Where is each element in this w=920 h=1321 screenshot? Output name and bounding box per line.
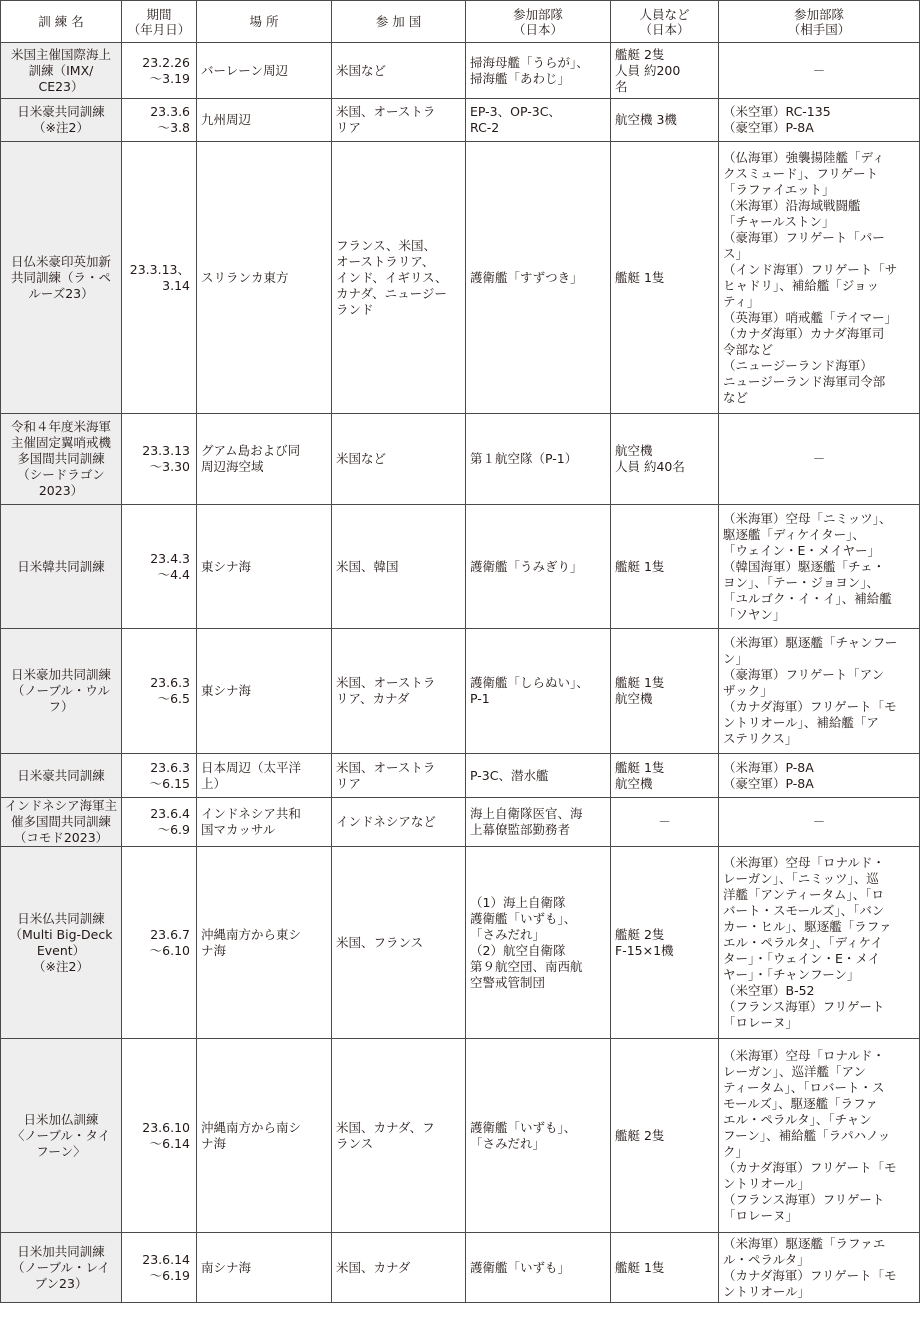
- header-japan-personnel: 人員など （日本）: [611, 1, 719, 43]
- countries-cell: 米国、韓国: [332, 505, 466, 629]
- period-cell: 23.6.7 ～6.10: [122, 847, 197, 1039]
- table-row: [1, 847, 920, 1039]
- partner-units-cell: （米海軍）駆逐艦「チャンフー ン」 （豪海軍）フリゲート「アン ザック」 （カナダ海軍）フリゲート「モ ントリオール」、補給艦「ア ステリクス」: [719, 629, 920, 754]
- countries-cell: 米国、オーストラ リア: [332, 99, 466, 142]
- table-row: [1, 43, 920, 99]
- japan-units-cell: 護衛艦「いずも」、 「さみだれ」: [466, 1039, 611, 1233]
- partner-units-cell: －: [719, 43, 920, 99]
- location-cell: スリランカ東方: [197, 142, 332, 414]
- countries-cell: 米国、オーストラ リア: [332, 754, 466, 798]
- exercise-name-cell: 日米豪共同訓練: [1, 754, 122, 798]
- period-cell: 23.6.10 ～6.14: [122, 1039, 197, 1233]
- exercise-name-cell: インドネシア海軍主 催多国間共同訓練 （コモド2023）: [1, 798, 122, 847]
- exercise-name-cell: 日米加仏訓練 〈ノーブル・タイ フーン〉: [1, 1039, 122, 1233]
- japan-personnel-cell: 艦艇 2隻 F-15×1機: [611, 847, 719, 1039]
- japan-personnel-cell: 航空機 3機: [611, 99, 719, 142]
- period-cell: 23.6.3 ～6.15: [122, 754, 197, 798]
- period-cell: 23.6.4 ～6.9: [122, 798, 197, 847]
- location-cell: 南シナ海: [197, 1233, 332, 1303]
- countries-cell: 米国など: [332, 43, 466, 99]
- header-row: [1, 1, 920, 43]
- table-row: [1, 629, 920, 754]
- japan-personnel-cell: 艦艇 2隻 人員 約200 名: [611, 43, 719, 99]
- exercise-name-cell: 日米加共同訓練 （ノーブル・レイ ブン23）: [1, 1233, 122, 1303]
- header-japan-units: 参加部隊 （日本）: [466, 1, 611, 43]
- exercise-name-cell: 日仏米豪印英加新 共同訓練（ラ・ペ ルーズ23）: [1, 142, 122, 414]
- table-row: [1, 142, 920, 414]
- table-row: [1, 754, 920, 798]
- countries-cell: 米国、フランス: [332, 847, 466, 1039]
- japan-personnel-cell: －: [611, 798, 719, 847]
- countries-cell: 米国、カナダ、フ ランス: [332, 1039, 466, 1233]
- partner-units-cell: （仏海軍）強襲揚陸艦「ディ クスミュード」、フリゲート 「ラファイエット」 （米海軍）沿海域戦闘艦 「チャールストン」 （豪海軍）フリゲート「パー ス」 （インド海軍）フリゲート「サ ヒャドリ」、補給艦「ジョッ ティ」 （英海軍）哨戒艦「テイマー」 （カナダ海軍）カナダ海軍司 令部など （ニュージーランド海軍） ニュージーランド海軍司令部 など: [719, 142, 920, 414]
- period-cell: 23.3.6 ～3.8: [122, 99, 197, 142]
- exercise-name-cell: 令和４年度米海軍 主催固定翼哨戒機 多国間共同訓練 （シードラゴン 2023）: [1, 414, 122, 505]
- location-cell: 東シナ海: [197, 629, 332, 754]
- japan-units-cell: EP-3、OP-3C、 RC-2: [466, 99, 611, 142]
- partner-units-cell: －: [719, 414, 920, 505]
- japan-units-cell: P-3C、潜水艦: [466, 754, 611, 798]
- exercise-name-cell: 日米仏共同訓練 （Multi Big-Deck Event） （※注2）: [1, 847, 122, 1039]
- table-row: [1, 1039, 920, 1233]
- exercise-name-cell: 日米豪共同訓練 （※注2）: [1, 99, 122, 142]
- exercise-name-cell: 日米豪加共同訓練 （ノーブル・ウル フ）: [1, 629, 122, 754]
- japan-personnel-cell: 艦艇 1隻: [611, 505, 719, 629]
- japan-personnel-cell: 艦艇 1隻 航空機: [611, 754, 719, 798]
- period-cell: 23.4.3 ～4.4: [122, 505, 197, 629]
- header-location: 場 所: [197, 1, 332, 43]
- location-cell: 沖縄南方から南シ ナ海: [197, 1039, 332, 1233]
- header-countries: 参 加 国: [332, 1, 466, 43]
- japan-units-cell: 第１航空隊（P-1）: [466, 414, 611, 505]
- japan-units-cell: 海上自衛隊医官、海 上幕僚監部勤務者: [466, 798, 611, 847]
- location-cell: 沖縄南方から東シ ナ海: [197, 847, 332, 1039]
- japan-personnel-cell: 艦艇 2隻: [611, 1039, 719, 1233]
- countries-cell: 米国、オーストラ リア、カナダ: [332, 629, 466, 754]
- japan-units-cell: 護衛艦「うみぎり」: [466, 505, 611, 629]
- table-row: [1, 505, 920, 629]
- countries-cell: 米国、カナダ: [332, 1233, 466, 1303]
- period-cell: 23.6.3 ～6.5: [122, 629, 197, 754]
- partner-units-cell: （米海軍）駆逐艦「ラファエ ル・ペラルタ」 （カナダ海軍）フリゲート「モ ントリオール」: [719, 1233, 920, 1303]
- japan-personnel-cell: 艦艇 1隻: [611, 142, 719, 414]
- header-exercise-name: 訓 練 名: [1, 1, 122, 43]
- japan-personnel-cell: 艦艇 1隻 航空機: [611, 629, 719, 754]
- japan-units-cell: 掃海母艦「うらが」、 掃海艦「あわじ」: [466, 43, 611, 99]
- partner-units-cell: （米海軍）P-8A （豪空軍）P-8A: [719, 754, 920, 798]
- partner-units-cell: （米海軍）空母「ロナルド・ レーガン」、「ニミッツ」、巡 洋艦「アンティータム」、「ロ バート・スモールズ」、「バン カー・ヒル」、駆逐艦「ラファ エル・ペラルタ」、「ディケイ ター」・「ウェイン・E・メイ ヤー」・「チャンフーン」 （米空軍）B-52 （フランス海軍）フリゲート 「ロレーヌ」: [719, 847, 920, 1039]
- table-row: [1, 99, 920, 142]
- japan-personnel-cell: 航空機 人員 約40名: [611, 414, 719, 505]
- exercise-name-cell: 日米韓共同訓練: [1, 505, 122, 629]
- partner-units-cell: （米空軍）RC-135 （豪空軍）P-8A: [719, 99, 920, 142]
- location-cell: 九州周辺: [197, 99, 332, 142]
- partner-units-cell: （米海軍）空母「ロナルド・ レーガン」、巡洋艦「アン ティータム」、「ロバート・ス モールズ」、駆逐艦「ラファ エル・ペラルタ」、「チャン フーン」、補給艦「ラパハノッ ク」 （カナダ海軍）フリゲート「モ ントリオール」 （フランス海軍）フリゲート 「ロレーヌ」: [719, 1039, 920, 1233]
- japan-units-cell: 護衛艦「すずつき」: [466, 142, 611, 414]
- location-cell: バーレーン周辺: [197, 43, 332, 99]
- countries-cell: 米国など: [332, 414, 466, 505]
- japan-units-cell: （1）海上自衛隊 護衛艦「いずも」、 「さみだれ」 （2）航空自衛隊 第９航空団、南西航 空警戒管制団: [466, 847, 611, 1039]
- japan-units-cell: 護衛艦「しらぬい」、 P-1: [466, 629, 611, 754]
- location-cell: インドネシア共和 国マカッサル: [197, 798, 332, 847]
- location-cell: グアム島および同 周辺海空域: [197, 414, 332, 505]
- table-body: [1, 43, 920, 1303]
- header-partner-units: 参加部隊 （相手国）: [719, 1, 920, 43]
- japan-personnel-cell: 艦艇 1隻: [611, 1233, 719, 1303]
- japan-units-cell: 護衛艦「いずも」: [466, 1233, 611, 1303]
- period-cell: 23.3.13、 3.14: [122, 142, 197, 414]
- location-cell: 東シナ海: [197, 505, 332, 629]
- header-period: 期間 （年月日）: [122, 1, 197, 43]
- partner-units-cell: －: [719, 798, 920, 847]
- location-cell: 日本周辺（太平洋 上）: [197, 754, 332, 798]
- table-row: [1, 414, 920, 505]
- exercise-name-cell: 米国主催国際海上 訓練（IMX/ CE23）: [1, 43, 122, 99]
- partner-units-cell: （米海軍）空母「ニミッツ」、 駆逐艦「ディケイター」、 「ウェイン・E・メイヤー」 （韓国海軍）駆逐艦「チェ・ ヨン」、「テー・ジョヨン」、 「ユルゴク・イ・イ」、補給艦 「ソヤン」: [719, 505, 920, 629]
- table-row: [1, 1233, 920, 1303]
- period-cell: 23.2.26 ～3.19: [122, 43, 197, 99]
- countries-cell: インドネシアなど: [332, 798, 466, 847]
- table-row: [1, 798, 920, 847]
- period-cell: 23.6.14 ～6.19: [122, 1233, 197, 1303]
- countries-cell: フランス、米国、 オーストラリア、 インド、イギリス、 カナダ、ニュージー ランド: [332, 142, 466, 414]
- period-cell: 23.3.13 ～3.30: [122, 414, 197, 505]
